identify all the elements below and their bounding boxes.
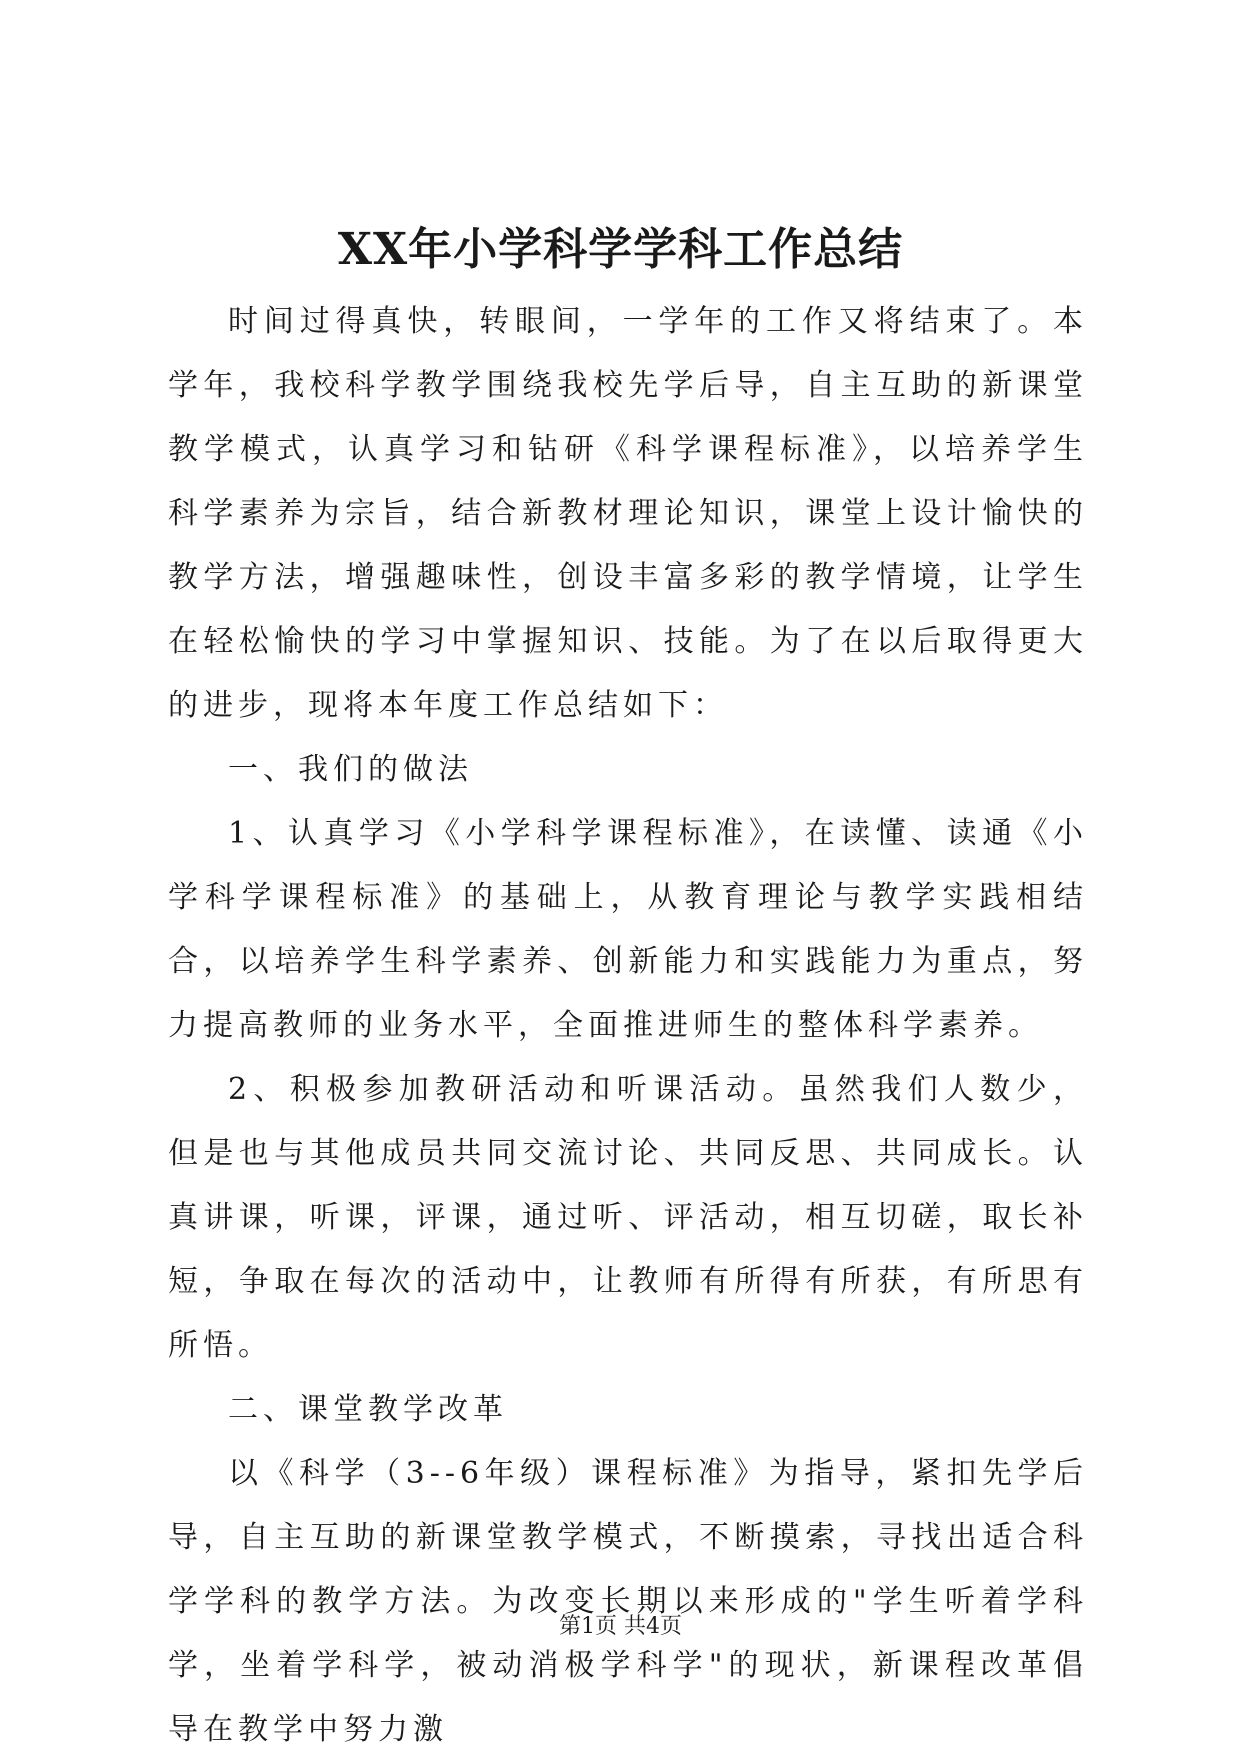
section-heading-practices: 一、我们的做法	[228, 752, 473, 787]
page-footer: 第1页 共4页	[559, 1614, 682, 1639]
document-title: XX年小学科学学科工作总结	[337, 224, 904, 275]
paragraph-item-2: 2、积极参加教研活动和听课活动。虽然我们人数少，但是也与其他成员共同交流讨论、共同反思、共同成长。认真讲课，听课，评课，通过听、评活动，相互切磋，取长补短，争取在每次的活动中，让教师有所得有所获，有所思有所悟。	[168, 1072, 1088, 1363]
paragraph-item-1: 1、认真学习《小学科学课程标准》，在读懂、读通《小学科学课程标准》的基础上，从教育理论与教学实践相结合，以培养学生科学素养、创新能力和实践能力为重点，努力提高教师的业务水平，全面推进师生的整体科学素养。	[168, 816, 1088, 1043]
paragraph-intro: 时间过得真快，转眼间，一学年的工作又将结束了。本学年，我校科学教学围绕我校先学后导，自主互助的新课堂教学模式，认真学习和钻研《科学课程标准》，以培养学生科学素养为宗旨，结合新教材理论知识，课堂上设计愉快的教学方法，增强趣味性，创设丰富多彩的教学情境，让学生在轻松愉快的学习中掌握知识、技能。为了在以后取得更大的进步，现将本年度工作总结如下：	[168, 304, 1088, 723]
section-heading-reform: 二、课堂教学改革	[228, 1392, 508, 1427]
document-body	[168, 290, 1088, 1762]
paragraph-reform: 以《科学（3--6年级）课程标准》为指导，紧扣先学后导，自主互助的新课堂教学模式，不断摸索，寻找出适合科学学科的教学方法。为改变长期以来形成的"学生听着学科学，坐着学科学，被动消极学科学"的现状，新课程改革倡导在教学中努力激	[168, 1456, 1088, 1747]
